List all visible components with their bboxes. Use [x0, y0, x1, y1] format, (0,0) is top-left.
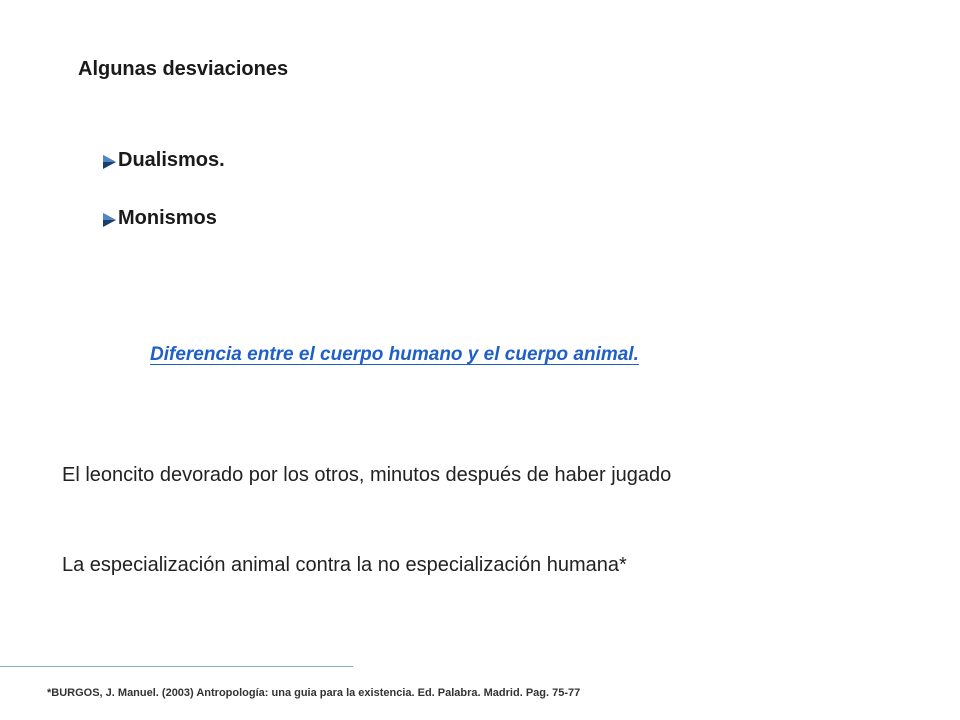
bullet-label: Dualismos. — [118, 149, 225, 171]
paragraph-leoncito: El leoncito devorado por los otros, minutos después de haber jugado — [62, 464, 672, 486]
bullet-item-dualismos — [103, 149, 225, 172]
slide-heading: Algunas desviaciones — [78, 58, 289, 80]
paragraph-especializacion: La especialización animal contra la no especialización humana* — [62, 554, 627, 576]
bullet-label: Monismos — [118, 207, 217, 229]
bullet-item-monismos — [103, 207, 217, 230]
footnote-citation: *BURGOS, J. Manuel. (2003) Antropología: una guia para la existencia. Ed. Palabra. Madrid. Pag. 75-77 — [47, 687, 581, 699]
triangle-bullet-icon — [103, 154, 117, 170]
triangle-bullet-icon — [103, 212, 117, 228]
footnote-divider — [0, 666, 353, 667]
diferencia-cuerpo-link[interactable]: Diferencia entre el cuerpo humano y el cuerpo animal. — [150, 344, 639, 365]
